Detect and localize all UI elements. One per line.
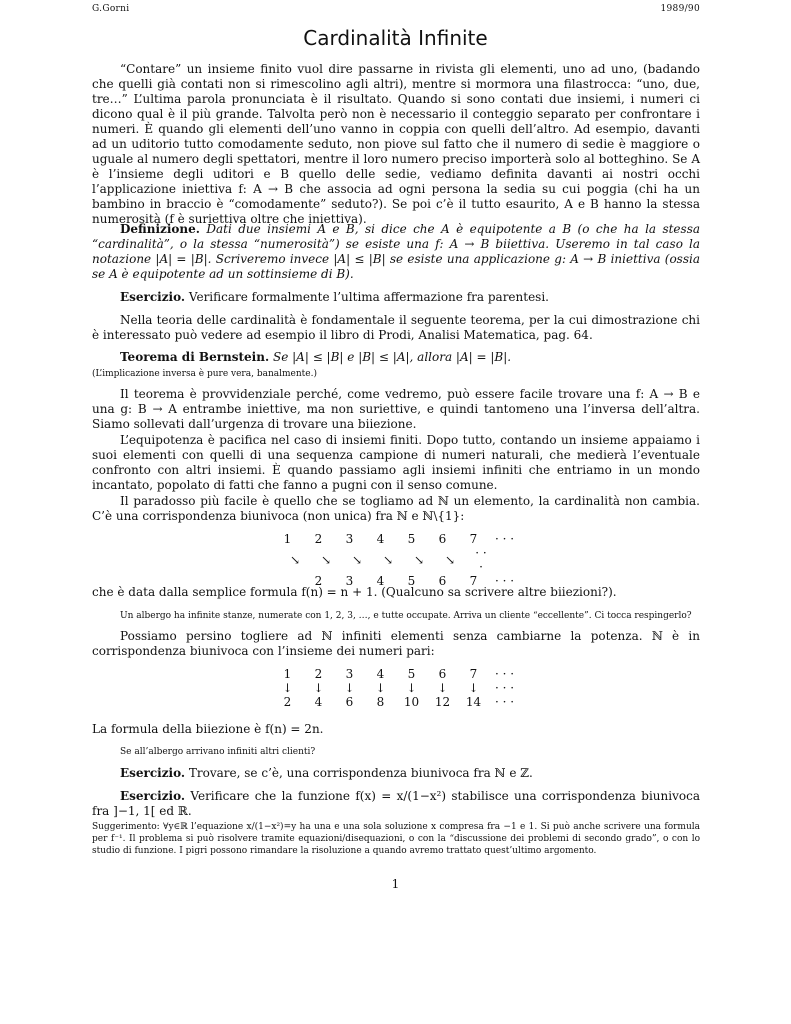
diagram1-top-cell: 3 <box>345 532 354 546</box>
definition-text: Dati due insiemi A e B, si dice che A è equipotente a B (o che ha la stessa “cardinalità”, o la stessa “numerosità”) se esiste una f: A → B biiettiva. Useremo in tal caso la notazione |A| = |B|. Scriveremo invece |A| ≤ |B| se esiste una applicazione g: A → B iniettiva (ossia se A è equipotente ad un sottinsieme di B). <box>92 222 701 281</box>
theorem-block <box>92 350 700 365</box>
diagram2-bottom-cell: 6 <box>345 695 354 709</box>
exercise-2-label: Esercizio. <box>120 766 186 780</box>
diagram2-bottom-cell: 4 <box>314 695 323 709</box>
exercise-2-text: Trovare, se c’è, una corrispondenza biunivoca fra ℕ e ℤ. <box>188 766 533 780</box>
definition-label: Definizione. <box>120 222 200 236</box>
hotel-note-1: Un albergo ha infinite stanze, numerate con 1, 2, 3, …, e tutte occupate. Arriva un cliente “eccellente”. Ci tocca respingerlo? <box>120 611 692 621</box>
diagram2-mid-cell: ↓ <box>468 681 479 695</box>
diagram2-top-cell: 7 <box>469 667 478 681</box>
diagram2-mid-cell: ↓ <box>313 681 324 695</box>
diagram2-bottom-cell: · · · <box>494 695 515 709</box>
equipotence-paragraph: L’equipotenza è pacifica nel caso di insiemi finiti. Dopo tutto, contando un insieme appaiamo i suoi elementi con quelli di una sequenza campione di numeri naturali, che medierà l’eventuale confronto con altri insiemi. È quando passiamo agli insiemi infiniti che entriamo in un mondo incantato, popolato di fatti che fanno a pugni con il senso comune. <box>92 433 700 492</box>
prodi-paragraph: Nella teoria delle cardinalità è fondamentale il seguente teorema, per la cui dimostrazione chi è interessato può vedere ad esempio il libro di Prodi, Analisi Matematica, pag. 64. <box>92 313 700 342</box>
diagram2-mid-cell: ↓ <box>437 681 448 695</box>
page-title: Cardinalità Infinite <box>303 26 488 50</box>
diagram2-top-cell: 4 <box>376 667 385 681</box>
diagram1-mid-cell: ↘ <box>320 553 332 567</box>
formula-paragraph: che è data dalla semplice formula f(n) = n + 1. (Qualcuno sa scrivere altre biiezioni?). <box>92 585 617 599</box>
header-author: G.Gorni <box>92 4 130 14</box>
diagram1-mid-cell: ↘ <box>289 553 301 567</box>
diagram1-top-cell: 7 <box>469 532 478 546</box>
paradox-paragraph: Il paradosso più facile è quello che se togliamo ad ℕ un elemento, la cardinalità non cambia. C’è una corrispondenza biunivoca (non unica) fra ℕ e ℕ\{1}: <box>92 494 700 523</box>
diagram1-top-cell: 4 <box>376 532 385 546</box>
diagram1-top-cell: 5 <box>407 532 416 546</box>
diagram2-bottom-cell: 14 <box>465 695 482 709</box>
exercise-3-label: Esercizio. <box>120 789 186 803</box>
theorem-paragraph: Il teorema è provvidenziale perché, come vedremo, può essere facile trovare una f: A → B e una g: B → A entrambe iniettive, ma non suriettive, e quindi tantomeno una l’inversa dell’altra. Siamo sollevati dall’urgenza di trovare una biiezione. <box>92 387 700 431</box>
diagram2-top-cell: 5 <box>407 667 416 681</box>
diagram2-mid-cell: ↓ <box>344 681 355 695</box>
theorem-label: Teorema di Bernstein. <box>120 350 270 364</box>
exercise-3 <box>92 789 700 819</box>
diagram2-bottom-cell: 8 <box>376 695 385 709</box>
diagram2-bottom-cell: 10 <box>403 695 420 709</box>
diagram1-top-cell: 1 <box>283 532 292 546</box>
diagram1-bottom-cell: 7 <box>469 574 478 588</box>
even-paragraph: Possiamo persino togliere ad ℕ infiniti elementi senza cambiarne la potenza. ℕ è in corrispondenza biunivoca con l’insieme dei numeri pari: <box>92 629 700 658</box>
diagram1-top-cell: 2 <box>314 532 323 546</box>
diagram1-bottom-cell: 3 <box>345 574 354 588</box>
theorem-text: Se |A| ≤ |B| e |B| ≤ |A|, allora |A| = |B|. <box>272 350 512 364</box>
diagram2-top-cell: 3 <box>345 667 354 681</box>
double-formula: La formula della biiezione è f(n) = 2n. <box>92 722 324 736</box>
diagram1-bottom-cell: 4 <box>376 574 385 588</box>
diagram1-mid-cell: ↘ <box>351 553 363 567</box>
diagram2-bottom-cell: 12 <box>434 695 451 709</box>
exercise-1-label: Esercizio. <box>120 290 186 304</box>
diagram2-bottom-cell: 2 <box>283 695 292 709</box>
diagram2-top-cell: 6 <box>438 667 447 681</box>
hint-note: Suggerimento: ∀y∈ℝ l’equazione x/(1−x²)=y ha una e una sola soluzione x compresa fra −1 e 1. Si può anche scrivere una formula per f⁻¹. Il problema si può risolvere tramite equazioni/disequazioni, o con la “discussione dei problemi di secondo grado”, o con lo studio di funzione. I pigri possono rimandare la risoluzione a quando avremo trattato quest’ultimo argomento. <box>92 822 700 856</box>
diagram1-bottom-cell: 5 <box>407 574 416 588</box>
page-number: 1 <box>391 877 400 891</box>
shift-diagram <box>92 532 700 588</box>
diagram1-bottom-cell: · · · <box>494 574 515 588</box>
diagram2-mid-cell: · · · <box>494 681 515 695</box>
definition-block <box>92 222 700 282</box>
intro-paragraph: “Contare” un insieme finito vuol dire passarne in rivista gli elementi, uno ad uno, (badando che quelli già contati non si rimescolino agli altri), mentre si mormora una filastrocca: “uno, due, tre…” L’ultima parola pronunciata è il risultato. Quando si sono contati due insiemi, i numeri ci dicono qual è il più grande. Talvolta però non è necessario il conteggio separato per confrontare i numeri. È quando gli elementi dell’uno vanno in coppia con quelli dell’altro. Ad esempio, davanti ad un uditorio tutto comodamente seduto, non piove sul fatto che il numero di sedie è maggiore o uguale al numero degli spettatori, mentre il loro numero preciso importerà solo al botteghino. Se A è l’insieme degli uditori e B quello delle sedie, vediamo definita davanti ai nostri occhi l’applicazione iniettiva f: A → B che associa ad ogni persona la sedia su cui poggia (chi ha un bambino in braccio è “comodamente” seduto?). Se poi c’è il tutto esaurito, A e B hanno la stessa numerosità (f è suriettiva oltre che iniettiva). <box>92 62 700 226</box>
exercise-1 <box>92 290 700 305</box>
diagram1-mid-cell: ↘ <box>382 553 394 567</box>
diagram1-mid-cell: · · · <box>475 546 487 574</box>
diagram2-mid-cell: ↓ <box>406 681 417 695</box>
diagram2-mid-cell: ↓ <box>282 681 293 695</box>
diagram1-mid-cell: ↘ <box>444 553 456 567</box>
header-year: 1989/90 <box>660 4 700 14</box>
diagram2-top-cell: · · · <box>494 667 515 681</box>
diagram2-top-cell: 2 <box>314 667 323 681</box>
diagram1-bottom-cell: 6 <box>438 574 447 588</box>
theorem-note: (L’implicazione inversa è pure vera, banalmente.) <box>92 369 317 379</box>
hotel-note-2: Se all’albergo arrivano infiniti altri clienti? <box>120 747 316 757</box>
exercise-1-text: Verificare formalmente l’ultima affermazione fra parentesi. <box>188 290 549 304</box>
diagram1-bottom-cell: 2 <box>314 574 323 588</box>
exercise-2 <box>92 766 700 781</box>
double-diagram <box>92 667 700 709</box>
diagram1-mid-cell: ↘ <box>413 553 425 567</box>
diagram2-top-cell: 1 <box>283 667 292 681</box>
diagram1-top-cell: · · · <box>494 532 515 546</box>
exercise-3-text: Verificare che la funzione f(x) = x/(1−x²) stabilisce una corrispondenza biunivoca fra ]−1, 1[ ed ℝ. <box>92 789 700 818</box>
diagram2-mid-cell: ↓ <box>375 681 386 695</box>
diagram1-top-cell: 6 <box>438 532 447 546</box>
